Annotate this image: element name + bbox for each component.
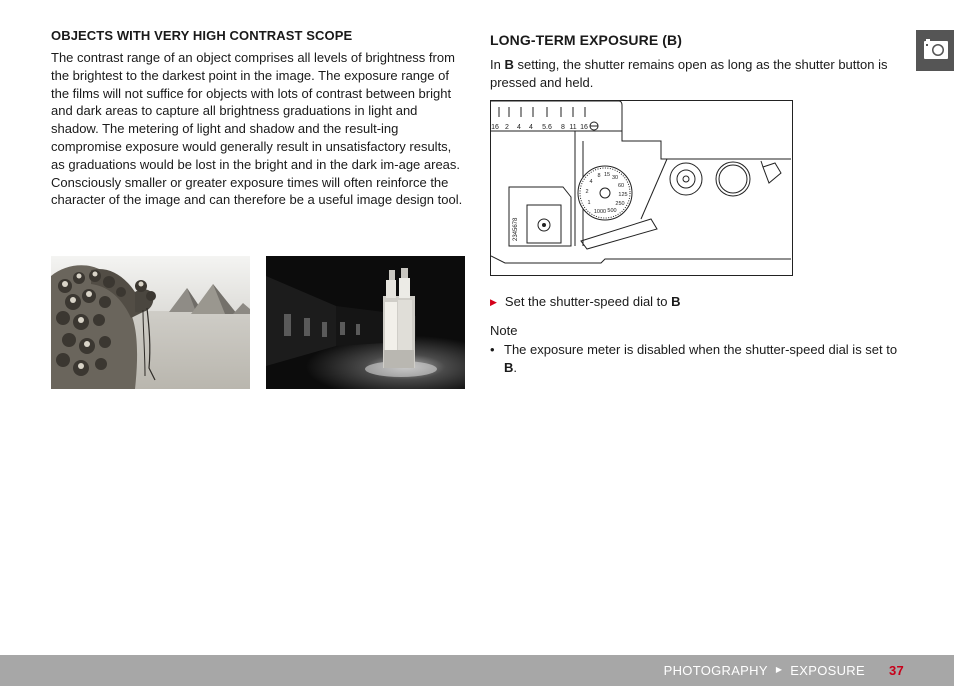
note-bullet: • xyxy=(490,342,495,357)
scale-label: 5.6 xyxy=(542,124,552,131)
frame-counter: 2345678 xyxy=(513,217,519,241)
note-title: Note xyxy=(490,323,518,338)
intro-rest: setting, the shutter remains open as long as the shutter button is pressed and held. xyxy=(490,57,888,90)
svg-text:1: 1 xyxy=(587,200,591,206)
svg-text:60: 60 xyxy=(617,183,625,189)
svg-text:1000: 1000 xyxy=(593,209,607,215)
svg-text:500: 500 xyxy=(607,208,617,214)
svg-text:30: 30 xyxy=(611,175,619,181)
scale-label: 2 xyxy=(505,124,509,131)
instruction-b-setting: B xyxy=(671,294,681,309)
contrast-paragraph: The contrast range of an object comprises all levels of brightness from the brightest to the darkest point in the image. The exposure range of the films will not suffice for objects with lots of contrast between bright and dark areas to capture all brightness graduations in light and shadow. The metering of light and shadow and the result-ing compromise exposure would generally result in unsatisfactory results, as graduations would be lost in the bright and in the dark im-age areas. Consciously smaller or greater exposure times will often reinforce the character of the image and can therefore be a useful image design tool. xyxy=(51,50,463,208)
breadcrumb-arrow-icon: ▶ xyxy=(775,665,783,674)
breadcrumb-section[interactable]: PHOTOGRAPHY xyxy=(663,663,768,678)
note-end: . xyxy=(513,359,518,375)
museum-statue-photo xyxy=(266,256,465,389)
note-b-setting: B xyxy=(504,359,514,375)
note-list-item xyxy=(490,341,904,377)
footer-breadcrumb xyxy=(664,655,904,686)
camel-pyramids-photo xyxy=(51,256,250,389)
scale-label: 8 xyxy=(561,124,565,131)
triangle-right-icon: ▶ xyxy=(490,297,497,307)
scale-label: 4 xyxy=(517,124,521,131)
scale-label: 16 xyxy=(580,124,588,131)
scale-label: 11 xyxy=(569,124,577,131)
breadcrumb-subsection[interactable]: EXPOSURE xyxy=(790,663,865,678)
note-text-wrap xyxy=(504,341,904,377)
note-text: The exposure meter is disabled when the shutter-speed dial is set to xyxy=(504,342,898,357)
svg-text:250: 250 xyxy=(615,201,625,207)
section-heading-long-term: LONG-TERM EXPOSURE (B) xyxy=(490,32,682,48)
right-column xyxy=(490,32,910,92)
svg-text:15: 15 xyxy=(603,172,611,178)
chapter-tab[interactable] xyxy=(916,30,954,71)
section-heading-contrast: OBJECTS WITH VERY HIGH CONTRAST SCOPE xyxy=(51,28,353,43)
scale-label: 16 xyxy=(491,124,499,131)
instruction-line xyxy=(490,294,681,309)
intro-prefix: In xyxy=(490,57,505,72)
page-footer xyxy=(0,655,954,686)
instruction-text: Set the shutter-speed dial to xyxy=(504,294,668,309)
scale-label: 4 xyxy=(529,124,533,131)
page-number: 37 xyxy=(888,663,904,678)
intro-b-setting: B xyxy=(504,57,514,72)
svg-text:8: 8 xyxy=(597,173,601,179)
camera-icon xyxy=(916,30,954,71)
long-term-paragraph xyxy=(490,56,910,92)
svg-text:4: 4 xyxy=(589,179,593,185)
svg-text:125: 125 xyxy=(618,192,628,198)
svg-text:2: 2 xyxy=(585,189,589,195)
camera-top-diagram xyxy=(490,100,793,276)
left-column xyxy=(51,28,465,209)
